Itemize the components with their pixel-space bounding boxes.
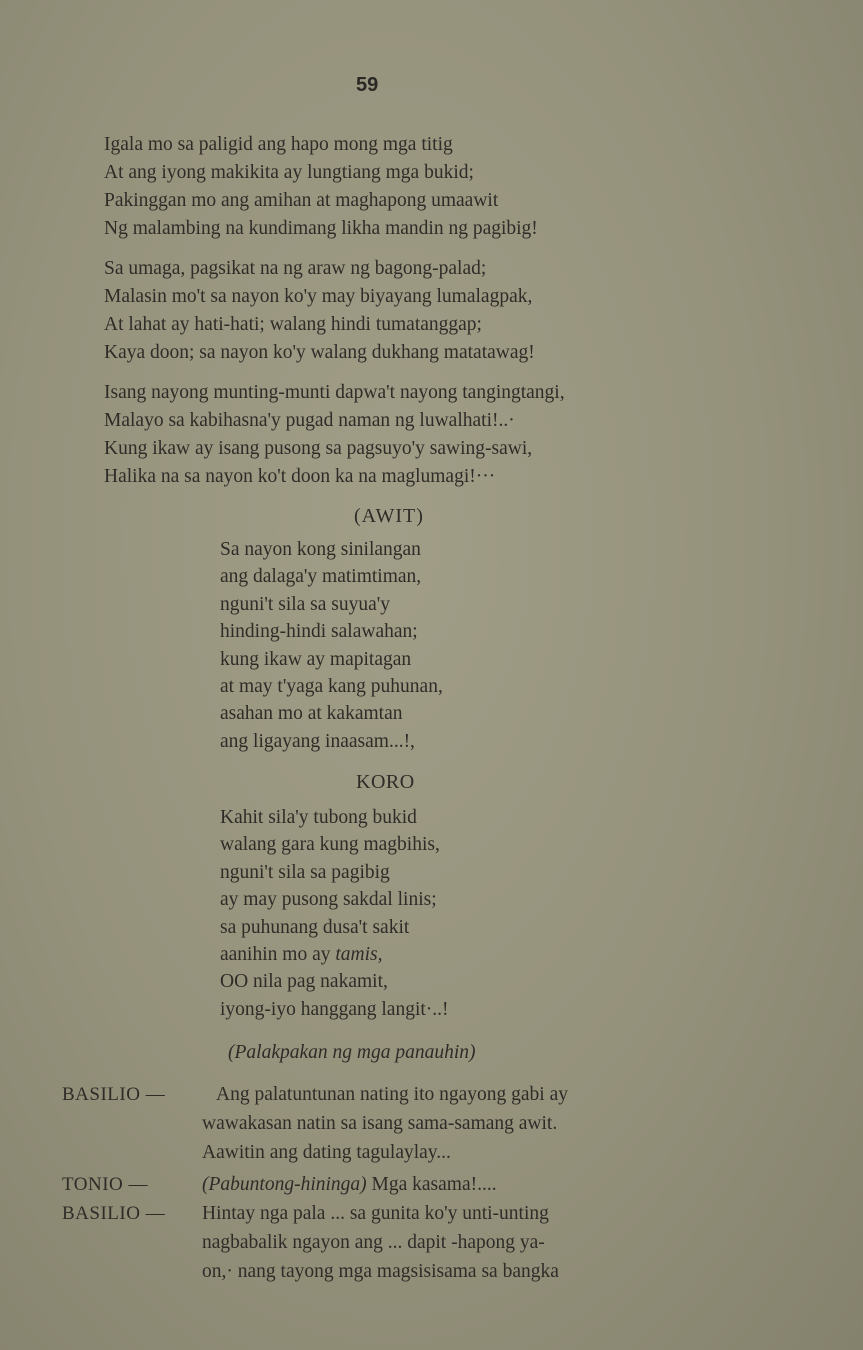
koro-heading: KORO [356,771,415,793]
song-chorus [220,804,449,1023]
chorus-line [220,941,449,968]
chorus-italic-word: tamis, [335,944,383,966]
stanza-line: Kaya doon; sa nayon ko'y walang dukhang matatawag! [104,342,535,363]
stage-direction-inline: (Pabuntong-hininga) [202,1174,367,1195]
speech-line: Aawitin ang dating tagulaylay... [202,1142,451,1163]
speech-line: on,· nang tayong mga magsisisama sa bangka [202,1261,559,1282]
stanza-3 [104,379,565,491]
chorus-line-text: aanihin mo ay [220,944,336,966]
verse-line: kung ikaw ay mapitagan [220,648,412,670]
stanza-line: Ng malambing na kundimang likha mandin ng pagibig! [104,218,538,239]
speaker-name: TONIO — [62,1174,149,1195]
verse-line: nguni't sila sa suyua'y [220,593,391,615]
stage-direction: (Palakpakan ng mga panauhin) [228,1042,476,1063]
speech-line-text: Mga kasama!.... [366,1174,497,1195]
verse-line: hinding-hindi salawahan; [220,621,418,643]
speaker-name: BASILIO — [62,1203,166,1224]
verse-line: at may t'yaga kang puhunan, [220,676,443,698]
speech-text [202,1080,722,1167]
chorus-line: walang gara kung magbihis, [220,834,440,856]
stanza-line: Malasin mo't sa nayon ko'y may biyayang lumalagpak, [104,286,533,307]
stanza-line: At lahat ay hati-hati; walang hindi tumatanggap; [104,314,482,335]
chorus-line: OO nila pag nakamit, [220,971,388,993]
verse-line: asahan mo at kakamtan [220,703,403,725]
speech-line: wawakasan natin sa isang sama-samang awit. [202,1113,558,1134]
stanza-line: Igala mo sa paligid ang hapo mong mga titig [104,134,453,155]
speech-line: nagbabalik ngayon ang ... dapit -hapong ya- [202,1232,545,1253]
stanza-line: Pakinggan mo ang amihan at maghapong umaawit [104,190,499,211]
chorus-line: ay may pusong sakdal linis; [220,889,437,911]
chorus-line: iyong-iyo hanggang langit·..! [220,998,449,1020]
awit-heading: (AWIT) [354,505,424,527]
chorus-line: sa puhunang dusa't sakit [220,916,410,938]
verse-line: ang ligayang inaasam...!, [220,730,415,752]
chorus-line: nguni't sila sa pagibig [220,861,390,883]
song-verse-1 [220,536,443,755]
stanza-2 [104,255,535,367]
speech-text [202,1170,722,1199]
stanza-line: Malayo sa kabihasna'y pugad naman ng luwalhati!..· [104,410,515,431]
speech-line [202,1170,722,1199]
stanza-line: Halika na sa nayon ko't doon ka na maglumagi!··· [104,466,496,487]
verse-line: ang dalaga'y matimtiman, [220,566,422,588]
speech-line: Hintay nga pala ... sa gunita ko'y unti-unting [202,1203,549,1224]
verse-line: Sa nayon kong sinilangan [220,539,421,560]
stanza-line: Sa umaga, pagsikat na ng araw ng bagong-palad; [104,258,487,279]
stanza-1 [104,131,538,243]
chorus-line: Kahit sila'y tubong bukid [220,807,417,828]
speaker-name: BASILIO — [62,1084,166,1105]
stanza-line: Kung ikaw ay isang pusong sa pagsuyo'y sawing-sawi, [104,438,533,459]
speech-line: Ang palatuntunan nating ito ngayong gabi ay [216,1084,569,1105]
stanza-line: Isang nayong munting-munti dapwa't nayong tangingtangi, [104,382,565,403]
speech-text [202,1199,722,1286]
page-number: 59 [356,74,379,96]
stanza-line: At ang iyong makikita ay lungtiang mga bukid; [104,162,474,183]
